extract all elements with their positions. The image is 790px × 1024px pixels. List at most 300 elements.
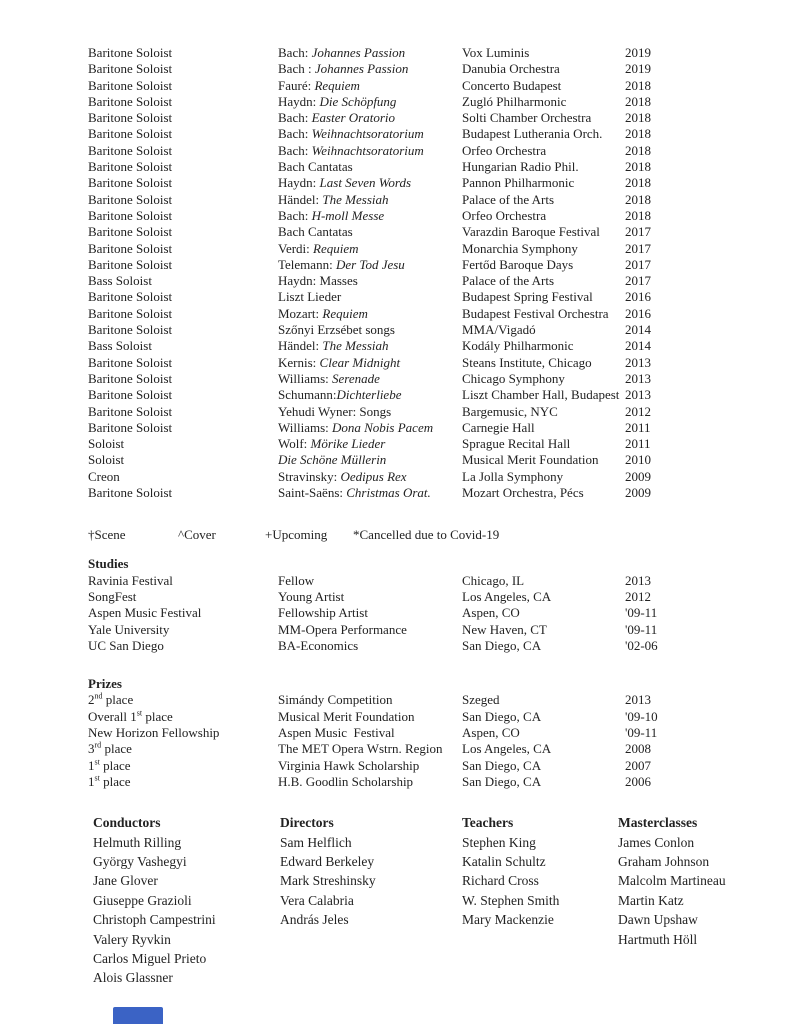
place-text: place [99,773,131,789]
work-cell [278,45,462,61]
people-section [93,813,750,988]
performance-table [88,45,750,501]
place-text: place [101,741,132,757]
ensemble-cell: Hungarian Radio Phil. [462,159,579,175]
institution-cell: SongFest [88,588,137,604]
table-row [88,94,750,110]
competition-cell: H.B. Goodlin Scholarship [278,773,414,789]
role-cell: Soloist [88,436,125,452]
ordinal-superscript: st [94,773,100,783]
institution-cell: Aspen Music Festival [88,605,202,621]
ordinal-superscript: rd [94,741,102,750]
ensemble-cell: Sprague Recital Hall [462,436,571,452]
place-text: Overall 1 [88,708,137,724]
competition-cell: The MET Opera Wstrn. Region [278,741,443,757]
year-cell: 2009 [625,485,651,501]
legend-scene: †Scene [88,527,126,543]
year-cell: 2013 [625,370,651,386]
work-title: Requiem [322,305,368,321]
role-cell: Baritone Soloist [88,191,173,207]
ensemble-cell: Monarchia Symphony [462,240,578,256]
ensemble-cell: Vox Luminis [462,45,530,60]
year-cell: '02-06 [625,637,658,653]
work-cell [278,420,462,436]
work-cell [278,404,462,420]
work-title: The Messiah [322,191,389,207]
person-name: György Vashegyi [93,853,187,869]
work-composer: Bach: [278,126,312,142]
role-cell: Baritone Soloist [88,207,173,223]
location-cell: San Diego, CA [462,708,542,724]
work-composer: Bach: [278,110,312,126]
work-title: H-moll Messe [311,207,385,223]
role-cell: Baritone Soloist [88,77,173,93]
table-row [88,605,750,621]
role-cell: Baritone Soloist [88,110,173,126]
table-row [88,110,750,126]
table-row [88,306,750,322]
work-composer: Händel: [278,338,323,354]
work-cell [278,306,462,322]
person-name: Christoph Campestrini [93,912,216,928]
table-row [88,289,750,305]
ensemble-cell: Kodály Philharmonic [462,338,574,354]
location-cell: Aspen, CO [462,724,520,740]
role-cell: Baritone Soloist [88,93,173,109]
year-cell: 2018 [625,191,651,207]
work-cell [278,208,462,224]
table-row [88,758,750,774]
people-column-title: Teachers [462,815,514,831]
person-name: Stephen King [462,834,536,850]
ensemble-cell: Chicago Symphony [462,370,565,386]
work-composer: Kernis: [278,354,320,370]
role-cell: Baritone Soloist [88,45,173,60]
place-text: place [102,692,134,708]
ensemble-cell: Varazdin Baroque Festival [462,224,600,240]
year-cell: 2019 [625,45,651,60]
work-title: Johannes Passion [314,61,409,77]
work-composer: Schumann: [278,387,337,403]
ensemble-cell: Liszt Chamber Hall, Budapest [462,387,620,403]
work-cell [278,387,462,403]
program-cell: Young Artist [278,588,345,604]
year-cell: 2016 [625,289,651,305]
work-cell [278,241,462,257]
year-cell: 2018 [625,77,651,93]
table-row [88,143,750,159]
program-cell: MM-Opera Performance [278,621,407,637]
location-cell: San Diego, CA [462,757,542,773]
work-composer: Szőnyi Erzsébet songs [278,322,395,338]
location-cell: San Diego, CA [462,773,542,789]
legend-row [88,527,750,543]
place-cell [88,758,278,774]
work-composer: Stravinsky: [278,468,341,484]
work-composer: Yehudi Wyner: Songs [278,403,392,419]
ensemble-cell: Budapest Spring Festival [462,289,593,305]
ensemble-cell: Zugló Philharmonic [462,93,567,109]
people-column [618,813,726,988]
work-title: Dichterliebe [336,387,402,403]
table-row [88,192,750,208]
year-cell: 2014 [625,322,651,338]
work-cell [278,273,462,289]
ensemble-cell: MMA/Vigadó [462,322,536,338]
year-cell: 2007 [625,757,651,773]
year-cell: 2010 [625,452,651,468]
work-composer: Fauré: [278,77,315,93]
work-cell [278,289,462,305]
role-cell: Baritone Soloist [88,403,173,419]
ensemble-cell: Pannon Philharmonic [462,175,575,191]
year-cell: 2014 [625,338,651,354]
location-cell: Szeged [462,692,500,708]
work-cell [278,110,462,126]
work-composer: Telemann: [278,256,336,272]
people-column-title: Conductors [93,815,161,831]
place-text: 3 [88,741,95,757]
ensemble-cell: Musical Merit Foundation [462,452,599,468]
work-composer: Wolf: [278,436,311,452]
person-name: Malcolm Martineau [618,873,726,889]
people-column-title: Directors [280,815,334,831]
ensemble-cell: Budapest Lutherania Orch. [462,126,603,142]
table-row [88,436,750,452]
work-cell [278,143,462,159]
work-title: Mörike Lieder [310,436,386,452]
ensemble-cell: Steans Institute, Chicago [462,354,592,370]
role-cell: Baritone Soloist [88,305,173,321]
work-composer: Williams: [278,370,332,386]
work-cell [278,94,462,110]
person-name: Dawn Upshaw [618,912,698,928]
work-cell [278,175,462,191]
table-row [88,485,750,501]
role-cell: Baritone Soloist [88,240,173,256]
role-cell: Baritone Soloist [88,61,173,77]
work-composer: Bach: [278,45,312,60]
work-composer: Bach: [278,207,312,223]
work-title: The Messiah [322,338,389,354]
person-name: W. Stephen Smith [462,892,560,908]
work-title: Requiem [313,240,359,256]
table-row [88,622,750,638]
table-row [88,387,750,403]
table-row [88,420,750,436]
year-cell: 2016 [625,305,651,321]
work-cell [278,452,462,468]
work-composer: Bach Cantatas [278,224,353,240]
ensemble-cell: Palace of the Arts [462,191,555,207]
work-title: Weihnachtsoratorium [311,126,424,142]
people-column [280,813,462,988]
work-title: Christmas Orat. [346,485,431,501]
table-row [88,224,750,240]
competition-cell: Simándy Competition [278,692,393,708]
year-cell: 2018 [625,93,651,109]
ensemble-cell: Fertőd Baroque Days [462,256,574,272]
bottom-blue-bar [113,1007,163,1024]
table-row [88,638,750,654]
place-cell [88,692,278,708]
person-name: Sam Helflich [280,834,352,850]
work-title: Easter Oratorio [311,110,395,126]
place-text: place [99,757,131,773]
work-cell [278,338,462,354]
role-cell: Bass Soloist [88,338,152,354]
place-cell [88,774,278,790]
location-cell: Los Angeles, CA [462,588,552,604]
year-cell: 2006 [625,773,651,789]
work-composer: Mozart: [278,305,323,321]
work-cell [278,257,462,273]
ensemble-cell: La Jolla Symphony [462,468,564,484]
institution-cell: UC San Diego [88,637,164,653]
person-name: James Conlon [618,834,695,850]
table-row [88,725,750,741]
table-row [88,589,750,605]
place-cell [88,725,278,741]
year-cell: 2013 [625,354,651,370]
year-cell: 2011 [625,436,651,452]
year-cell: 2012 [625,403,651,419]
table-row [88,774,750,790]
year-cell: 2011 [625,419,651,435]
work-title: Dona Nobis Pacem [332,419,434,435]
table-row [88,469,750,485]
person-name: Martin Katz [618,892,684,908]
table-row [88,404,750,420]
person-name: Mark Streshinsky [280,873,376,889]
work-composer: Haydn: [278,93,320,109]
person-name: Jane Glover [93,873,158,889]
table-row [88,159,750,175]
work-cell [278,192,462,208]
table-row [88,573,750,589]
ordinal-superscript: nd [94,692,103,702]
work-composer: Haydn: Masses [278,273,358,289]
table-row [88,322,750,338]
role-cell: Baritone Soloist [88,485,173,501]
table-row [88,371,750,387]
studies-title: Studies [88,556,129,572]
work-title: Serenade [332,370,380,386]
work-composer: Bach Cantatas [278,159,353,175]
work-composer: Liszt Lieder [278,289,342,305]
person-name: Mary Mackenzie [462,912,554,928]
work-cell [278,61,462,77]
person-name: András Jeles [280,912,349,928]
table-row [88,241,750,257]
place-text: place [142,708,173,724]
work-cell [278,159,462,175]
people-column-title: Masterclasses [618,815,698,831]
role-cell: Baritone Soloist [88,224,173,240]
work-cell [278,371,462,387]
work-title: Die Schöne Müllerin [278,452,387,468]
work-cell [278,485,462,501]
role-cell: Baritone Soloist [88,126,173,142]
institution-cell: Yale University [88,621,170,637]
work-composer: Bach : [278,61,315,77]
ensemble-cell: Carnegie Hall [462,419,535,435]
place-text: 2 [88,692,95,708]
work-cell [278,469,462,485]
year-cell: '09-10 [625,708,658,724]
location-cell: Los Angeles, CA [462,741,552,757]
table-row [88,45,750,61]
location-cell: New Haven, CT [462,621,547,637]
studies-table [88,573,750,654]
work-composer: Williams: [278,419,332,435]
role-cell: Baritone Soloist [88,159,173,175]
work-title: Die Schöpfung [319,93,397,109]
person-name: Katalin Schultz [462,853,546,869]
prizes-section [88,676,750,790]
place-text: 1 [88,757,95,773]
ensemble-cell: Orfeo Orchestra [462,207,547,223]
year-cell: 2019 [625,61,651,77]
role-cell: Baritone Soloist [88,142,173,158]
person-name: Richard Cross [462,873,539,889]
table-row [88,175,750,191]
role-cell: Baritone Soloist [88,419,173,435]
ensemble-cell: Mozart Orchestra, Pécs [462,485,584,501]
legend-cancelled: *Cancelled due to Covid-19 [353,527,500,543]
year-cell: '09-11 [625,605,658,621]
work-cell [278,126,462,142]
role-cell: Baritone Soloist [88,354,173,370]
table-row [88,257,750,273]
work-title: Last Seven Words [319,175,412,191]
year-cell: 2018 [625,159,651,175]
work-cell [278,322,462,338]
role-cell: Creon [88,468,120,484]
role-cell: Soloist [88,452,125,468]
year-cell: 2017 [625,224,651,240]
competition-cell: Aspen Music Festival [278,724,395,740]
ensemble-cell: Budapest Festival Orchestra [462,305,609,321]
year-cell: 2018 [625,207,651,223]
table-row [88,741,750,757]
location-cell: Aspen, CO [462,605,520,621]
year-cell: 2017 [625,240,651,256]
ensemble-cell: Concerto Budapest [462,77,562,93]
person-name: Vera Calabria [280,892,354,908]
table-row [88,338,750,354]
location-cell: San Diego, CA [462,637,542,653]
table-row [88,709,750,725]
work-cell [278,436,462,452]
work-title: Der Tod Jesu [335,256,405,272]
prizes-title: Prizes [88,676,122,692]
year-cell: 2013 [625,692,651,708]
studies-section [88,556,750,654]
work-cell [278,78,462,94]
year-cell: 2009 [625,468,651,484]
institution-cell: Ravinia Festival [88,572,173,588]
competition-cell: Virginia Hawk Scholarship [278,757,420,773]
person-name: Hartmuth Höll [618,931,698,947]
table-row [88,126,750,142]
table-row [88,61,750,77]
person-name: Helmuth Rilling [93,834,182,850]
table-row [88,78,750,94]
role-cell: Baritone Soloist [88,322,173,338]
program-cell: Fellowship Artist [278,605,368,621]
place-cell [88,741,278,757]
work-composer: Saint-Saëns: [278,485,347,501]
work-title: Clear Midnight [319,354,401,370]
year-cell: '09-11 [625,621,658,637]
place-text: 1 [88,773,95,789]
role-cell: Bass Soloist [88,273,152,289]
table-row [88,208,750,224]
ensemble-cell: Bargemusic, NYC [462,403,558,419]
person-name: Edward Berkeley [280,853,375,869]
year-cell: 2017 [625,256,651,272]
prizes-table [88,692,750,790]
work-title: Oedipus Rex [340,468,407,484]
table-row [88,355,750,371]
year-cell: 2018 [625,142,651,158]
year-cell: 2013 [625,387,651,403]
role-cell: Baritone Soloist [88,370,173,386]
table-row [88,273,750,289]
year-cell: '09-11 [625,724,658,740]
year-cell: 2008 [625,741,651,757]
place-text: New Horizon Fellowship [88,724,220,740]
year-cell: 2012 [625,588,651,604]
ensemble-cell: Orfeo Orchestra [462,142,547,158]
work-composer: Bach: [278,142,312,158]
year-cell: 2013 [625,572,651,588]
person-name: Carlos Miguel Prieto [93,951,207,967]
legend-upcoming: +Upcoming [265,527,328,543]
year-cell: 2018 [625,126,651,142]
ensemble-cell: Danubia Orchestra [462,61,560,77]
table-row [88,692,750,708]
program-cell: Fellow [278,572,315,588]
place-cell [88,709,278,725]
work-cell [278,355,462,371]
work-title: Requiem [314,77,360,93]
people-column [93,813,280,988]
work-cell [278,224,462,240]
competition-cell: Musical Merit Foundation [278,708,415,724]
legend-cover: ^Cover [178,527,216,543]
ensemble-cell: Palace of the Arts [462,273,555,289]
person-name: Valery Ryvkin [93,931,171,947]
year-cell: 2017 [625,273,651,289]
person-name: Alois Glassner [93,970,173,986]
year-cell: 2018 [625,175,651,191]
table-row [88,452,750,468]
ensemble-cell: Solti Chamber Orchestra [462,110,592,126]
work-title: Weihnachtsoratorium [311,142,424,158]
role-cell: Baritone Soloist [88,175,173,191]
person-name: Giuseppe Grazioli [93,892,192,908]
work-composer: Händel: [278,191,323,207]
work-composer: Verdi: [278,240,314,256]
location-cell: Chicago, IL [462,572,525,588]
people-column [462,813,618,988]
person-name: Graham Johnson [618,853,710,869]
year-cell: 2018 [625,110,651,126]
ordinal-superscript: st [94,757,100,767]
program-cell: BA-Economics [278,637,359,653]
